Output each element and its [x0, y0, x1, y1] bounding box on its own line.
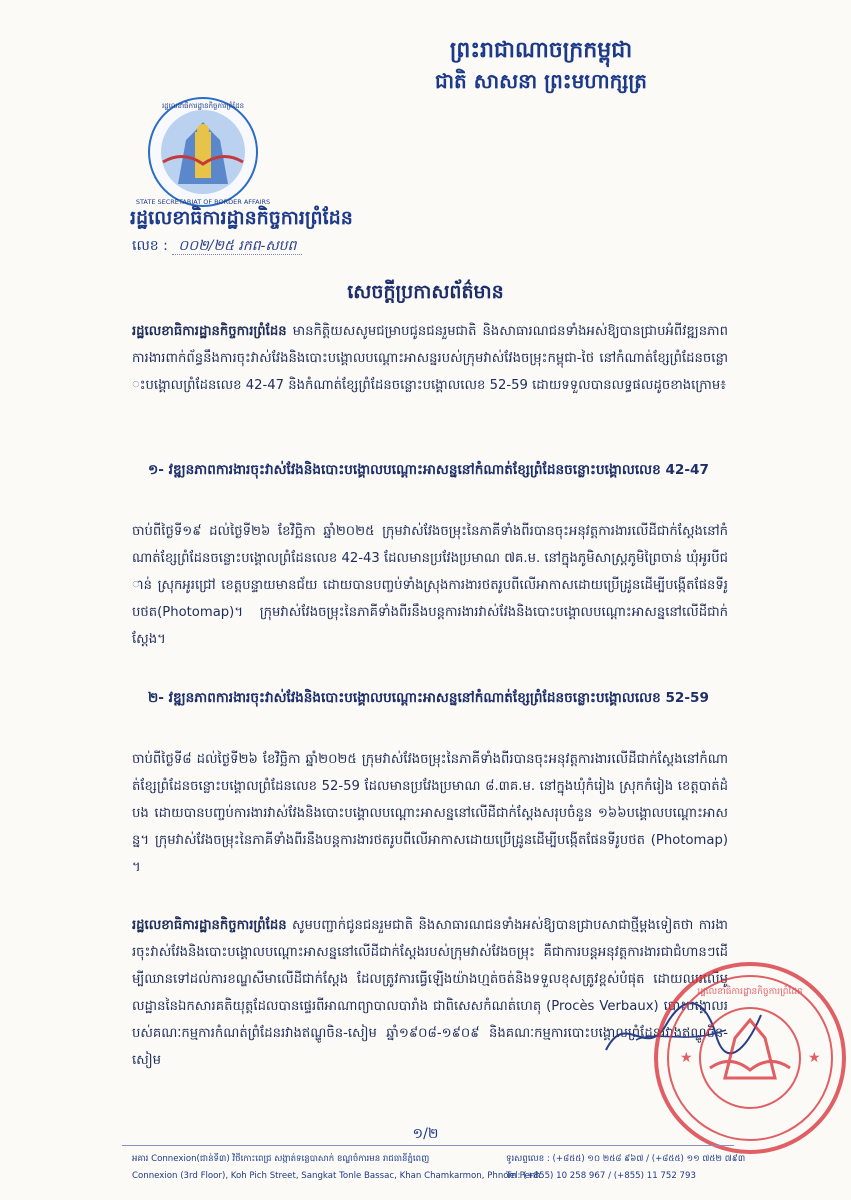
closing-lead: រដ្ឋលេខាធិការដ្ឋានកិច្ចការព្រំដែន: [132, 918, 287, 933]
intro-lead: រដ្ឋលេខាធិការដ្ឋានកិច្ចការព្រំដែន: [132, 324, 287, 339]
section-2-heading: ២- វឌ្ឍនភាពការងារចុះវាស់វែងនិងបោះបង្គោលបណ្តោះអាសន្ននៅកំណាត់ខ្សែព្រំដែនចន្លោះបង្គោលលេខ 52-59: [148, 690, 709, 706]
page-title: សេចក្តីប្រកាសព័ត៌មាន: [347, 281, 504, 303]
reference-value: ០០២/២៥ រកព-សបព: [172, 238, 302, 255]
footer-phone: [506, 1151, 746, 1185]
intro-text: មានកិត្តិយសសូមជម្រាបជូនជនរួមជាតិ និងសាធារណជនទាំងអស់ឱ្យបានជ្រាបអំពីវឌ្ឍនភាពការងារពាក់ព័ន្ធនឹងការចុះវាស់វែងនិងបោះបង្គោលបណ្តោះអាសន្នរបស់ក្រុមវាស់វែងចម្រុះកម្ពុជា-ថៃ នៅកំណាត់ខ្សែព្រំដែនចន្លោះបង្គោលព្រំដែនលេខ 42-47 និងកំណាត់ខ្សែព្រំដែនចន្លោះបង្គោលលេខ 52-59 ដោយទទួលបានលទ្ធផលដូចខាងក្រោម៖: [132, 324, 728, 393]
reference-number: [132, 236, 302, 257]
motto-line-2: ជាតិ សាសនា ព្រះមហាក្សត្រ: [435, 69, 647, 93]
footer-divider: [122, 1145, 734, 1146]
footer-address-kh: អគារ Connexion(ជាន់ទី៣) វិថីកោះពេជ្រ សង្កាត់ទន្លេបាសាក់ ខណ្ឌចំការមន រាជធានីភ្នំពេញ: [132, 1154, 430, 1164]
footer-address-en: Connexion (3rd Floor), Koh Pich Street, Sangkat Tonle Bassac, Khan Chamkarmon, Phnom Penh: [132, 1171, 541, 1181]
seal-text: រដ្ឋលេខាធិការដ្ឋានកិច្ចការព្រំដែន: [697, 987, 803, 997]
intro-paragraph: [132, 318, 728, 453]
logo-caption: STATE SECRETARIAT OF BORDER AFFAIRS: [135, 198, 271, 206]
page-number: ១/២: [412, 1126, 439, 1142]
section-1-body: ចាប់ពីថ្ងៃទី១៩ ដល់ថ្ងៃទី២៦ ខែវិច្ឆិកា ឆ្នាំ២០២៥ ក្រុមវាស់វែងចម្រុះនៃភាគីទាំងពីរបានចុះអនុវត្តការងារលើដីជាក់ស្តែងនៅកំណាត់ខ្សែព្រំដែនចន្លោះបង្គោលព្រំដែនលេខ 42-43 ដែលមានប្រវែងប្រមាណ ៧គ.ម. នៅក្នុងភូមិសាស្ត្រភូមិព្រៃចាន់ ឃុំអូរបីជាន់ ស្រុកអូរជ្រៅ ខេត្តបន្ទាយមានជ័យ ដោយបានបញ្ចប់ទាំងស្រុងការងារថតរូបពីលើអាកាសដោយប្រើដ្រូនដើម្បីបង្កើតផែនទីរូបថត(Photomap)។ ក្រុមវាស់វែងចម្រុះនៃភាគីទាំងពីរនឹងបន្តការងារវាស់វែងនិងបោះបង្គោលបណ្តោះអាសន្ននៅលើដីជាក់ស្តែង។: [132, 524, 729, 647]
section-2-body: ចាប់ពីថ្ងៃទី៨ ដល់ថ្ងៃទី២៦ ខែវិច្ឆិកា ឆ្នាំ២០២៥ ក្រុមវាស់វែងចម្រុះនៃភាគីទាំងពីរបានចុះអនុវត្តការងារលើដីជាក់ស្តែងនៅកំណាត់ខ្សែព្រំដែនចន្លោះបង្គោលព្រំដែនលេខ 52-59 ដែលមានប្រវែងប្រមាណ ៨.៣គ.ម. នៅក្នុងឃុំកំរៀង ស្រុកកំរៀង ខេត្តបាត់ដំបង ដោយបានបញ្ចប់ការងារវាស់វែងនិងបោះបង្គោលបណ្តោះអាសន្ននៅលើដីជាក់ស្តែងសរុបចំនួន ១៦៦បង្គោលបណ្តោះអាសន្ន។ ក្រុមវាស់វែងចម្រុះនៃភាគីទាំងពីរនឹងបន្តការងារថតរូបពីលើអាកាសដោយប្រើដ្រូនដើម្បីបង្កើតផែនទីរូបថត (Photomap)។: [132, 752, 728, 875]
ministry-name: រដ្ឋលេខាធិការដ្ឋានកិច្ចការព្រំដែន: [130, 207, 353, 229]
section-1-heading: ១- វឌ្ឍនភាពការងារចុះវាស់វែងនិងបោះបង្គោលបណ្តោះអាសន្ននៅកំណាត់ខ្សែព្រំដែនចន្លោះបង្គោលលេខ 42-47: [148, 462, 709, 478]
logo-top-text: រដ្ឋលេខាធិការដ្ឋានកិច្ចការព្រំដែន: [161, 102, 245, 110]
footer-phone-en: Tel: (+855) 10 258 967 / (+855) 11 752 793: [506, 1171, 696, 1181]
closing-text: សូមបញ្ជាក់ជូនជនរួមជាតិ និងសាធារណជនទាំងអស់ឱ្យបានជ្រាបសាជាថ្មីម្តងទៀតថា ការងារចុះវាស់វែងនិងបោះបង្គោលបណ្តោះអាសន្ននៅលើដីជាក់ស្តែងរបស់ក្រុមវាស់វែងចម្រុះ គឺជាការបន្តអនុវត្តការងារជាជំហានៗដើម្បីឈានទៅដល់ការខណ្ឌសីមាលើដីជាក់ស្តែង ដែលត្រូវការធ្វើឡើងយ៉ាងហ្មត់ចត់និងទទួលខុសត្រូវខ្ពស់បំផុត ដោយឈរលើមូលដ្ឋាននៃឯកសារគតិយុត្តដែលបានផ្ទេរពីអាណាព្យាបាលបារាំង ជាពិសេសកំណត់ហេតុ (Procès Verbaux) បោះបង្គោលរបស់គណៈកម្មការកំណត់ព្រំដែនរវាងឥណ្ឌូចិន-សៀម ឆ្នាំ១៩០៨-១៩០៩ និងគណៈកម្មការបោះបង្គោលព្រំដែនរវាងឥណ្ឌូចិន-សៀម: [132, 918, 728, 1068]
reference-label: លេខ :: [132, 238, 168, 254]
ministry-logo: [128, 92, 278, 210]
footer-address: [132, 1151, 541, 1185]
svg-text:★: ★: [680, 1050, 693, 1066]
footer-phone-kh: ទូរសព្ទលេខ : (+៨៥៥) ១០ ២៥៨ ៩៦៧ / (+៨៥៥) ១១ ៧៥២ ៧៩៣: [506, 1154, 746, 1164]
motto-line-1: ព្រះរាជាណាចក្រកម្ពុជា: [449, 38, 633, 63]
svg-text:★: ★: [808, 1050, 821, 1066]
